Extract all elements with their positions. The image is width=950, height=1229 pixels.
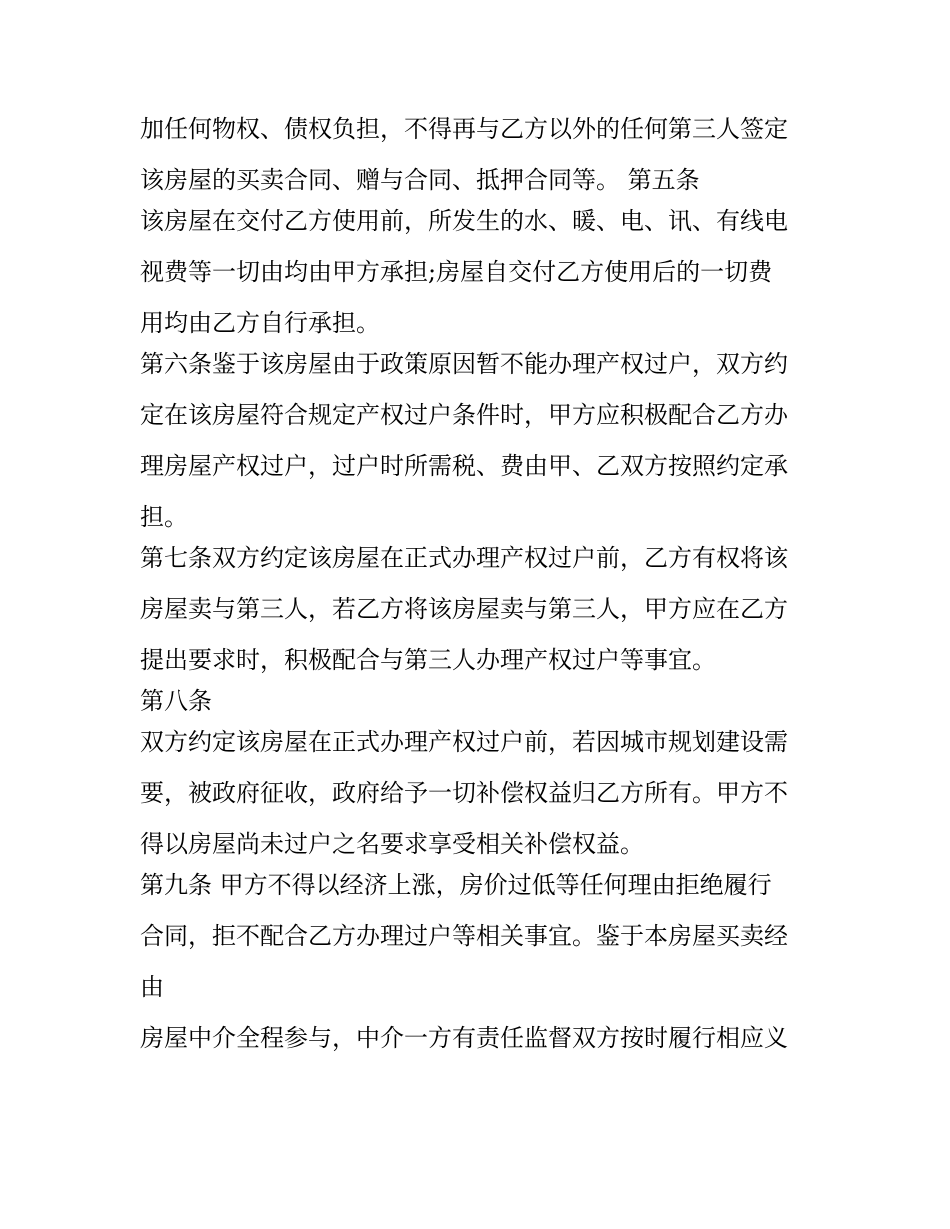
text-line: 第七条双方约定该房屋在正式办理产权过户前，乙方有权将该 [140, 544, 788, 572]
document-body [140, 109, 820, 1069]
text-line: 房屋中介全程参与，中介一方有责任监督双方按时履行相应义 [140, 1024, 788, 1052]
text-line: 房屋卖与第三人，若乙方将该房屋卖与第三人，甲方应在乙方 [140, 595, 788, 623]
text-line: 合同，拒不配合乙方办理过户等相关事宜。鉴于本房屋买卖经 [140, 922, 788, 950]
text-line: 理房屋产权过户，过户时所需税、费由甲、乙双方按照约定承 [140, 452, 788, 480]
text-line: 提出要求时，积极配合与第三人办理产权过户等事宜。 [140, 646, 716, 674]
text-line: 用均由乙方自行承担。 [140, 309, 380, 337]
text-line: 该房屋的买卖合同、赠与合同、抵押合同等。 第五条 [140, 166, 700, 194]
text-line: 加任何物权、债权负担，不得再与乙方以外的任何第三人签定 [140, 115, 788, 143]
text-line: 由 [140, 973, 164, 1001]
text-line: 得以房屋尚未过户之名要求享受相关补偿权益。 [140, 830, 644, 858]
text-line: 双方约定该房屋在正式办理产权过户前，若因城市规划建设需 [140, 728, 788, 756]
text-line: 第六条鉴于该房屋由于政策原因暂不能办理产权过户，双方约 [140, 350, 788, 378]
text-line: 定在该房屋符合规定产权过户条件时，甲方应积极配合乙方办 [140, 401, 788, 429]
text-line: 第九条 甲方不得以经济上涨，房价过低等任何理由拒绝履行 [140, 871, 772, 899]
text-line: 要，被政府征收，政府给予一切补偿权益归乙方所有。甲方不 [140, 779, 788, 807]
text-line: 第八条 [140, 687, 212, 715]
text-line: 视费等一切由均由甲方承担;房屋自交付乙方使用后的一切费 [140, 258, 773, 286]
text-line: 该房屋在交付乙方使用前，所发生的水、暖、电、讯、有线电 [140, 207, 788, 235]
text-line: 担。 [140, 503, 188, 531]
